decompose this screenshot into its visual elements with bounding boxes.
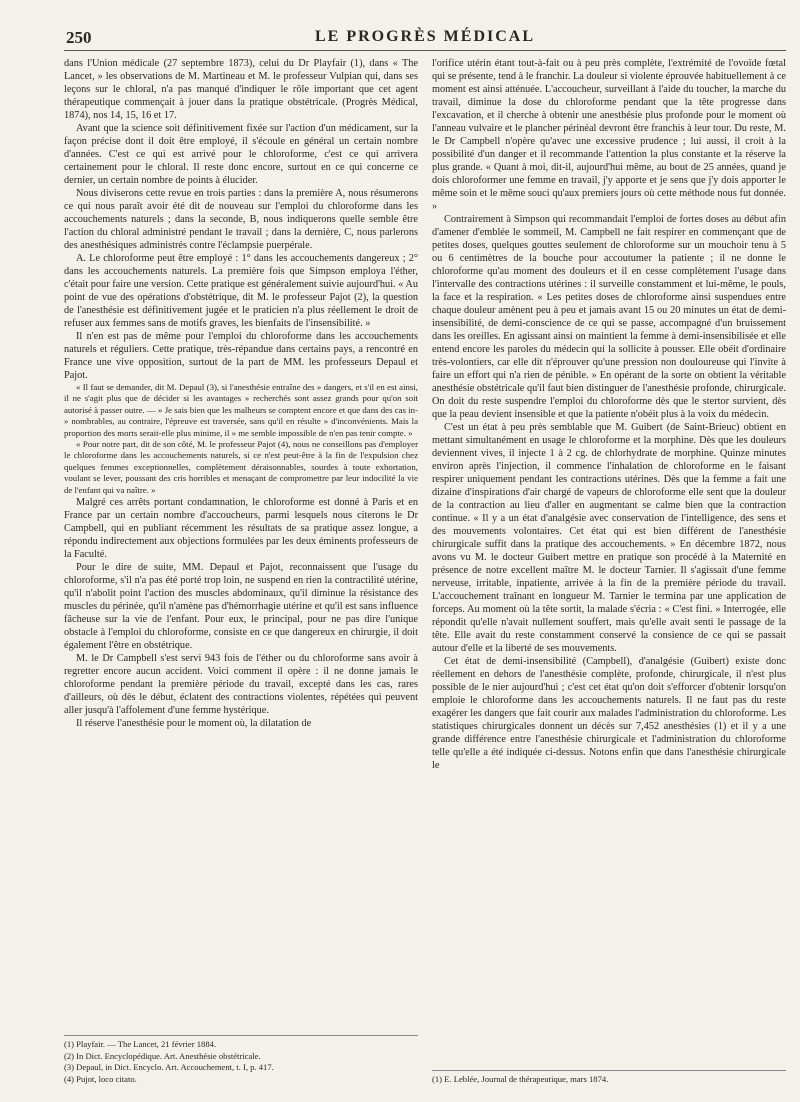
footnote: (1) E. Leblée, Journal de thérapeutique, mars 1874. (432, 1073, 609, 1084)
footnote: (4) Pujot, loco citato. (64, 1073, 137, 1084)
page-header (64, 26, 786, 51)
right-footnotes (432, 1070, 786, 1086)
left-column (64, 57, 418, 1085)
paragraph: Malgré ces arrêts portant condamnation, le chloroforme est donné à Paris et en France par un certain nombre d'accoucheurs, parmi lesquels nous citerons le Dr Campbell, qui en publiant récemment les résultats de sa pratique assez longue, a répondu indirectement aux objections formulées par les deux éminents professeurs de la Faculté. (64, 497, 418, 561)
footnote: (2) In Dict. Encyclopédique. Art. Anesthésie obstétricale. (64, 1050, 261, 1061)
text-columns (64, 57, 786, 1085)
paragraph: dans l'Union médicale (27 septembre 1873), celui du Dr Playfair (1), dans « The Lancet, » les observations de M. Martineau et M. le professeur Vulpian qui, dans ses leçons sur le chloral, n'a pas manqué d'indiquer le rôle important que cet agent thérapeutique commençait à jouer dans la pratique obstétricale. (Progrès Médical, 1874), nos 14, 15, 16 et 17. (64, 58, 418, 121)
paragraph: C'est un état à peu près semblable que M. Guibert (de Saint-Brieuc) obtient en mettant simultanément en usage le chloroforme et la morphine. Dès que les douleurs deviennent vives, il injecte 1 à 2 cg. de chlorhydrate de morphine. Quinze minutes environ après l'injection, il commence l'inhalation de chloroforme en le faisant respirer uniquement pendant les contractions utérines. Dès que la femme a fait une dizaine d'inspirations d'air chargé de vapeurs de chloroforme elle sent que la douleur de la contraction au lieu d'aller en augmentant se calme bien que la contraction continue. « Il y a un état d'analgésie avec conservation de l'intelligence, des sens et des mouvements volontaires. Cet état qui est bien différent de l'anesthésie chirurgicale suffit dans la pratique des accouchements. » En décembre 1872, nous avons vu M. le docteur Guibert mettre en pratique son procédé à la Maternité en présence de notre excellent maître M. le docteur Tarnier. Il s'agissait d'une femme nerveuse, irritable, inpatiente, arrivée à la fin de la première période du travail. L'accouchement traînant en longueur M. Tarnier le termina par une application de forceps. Au moment où la tête sortit, la malade s'écria : « C'est fini. » Interrogée, elle répondit qu'elle n'avait nullement souffert, mais qu'elle avait senti le passage de la tête. Elle avait du reste constamment conservé la consience de ce qui se passait autour d'elle et la liberté de ses mouvements. (432, 422, 786, 654)
paragraph: « Il faut se demander, dit M. Depaul (3), si l'anesthésie entraîne des » dangers, et s'il en est ainsi, il ne s'agit plus que de décider si les avantages » recherchés sont assez grands pour qu'on soit autorisé à passer outre. — » Je sais bien que les malheurs se comptent encore et que dans des cas in- » nombrables, au contraire, l'épreuve est traversée, sans qu'il en résulte » d'inconvénients. Mais la proportion des morts serait-elle plus minime, il » me semble impossible de n'en pas tenir compte. » (64, 382, 418, 438)
left-column-body (64, 57, 418, 1013)
left-footnotes (64, 1035, 418, 1085)
paragraph: « Pour notre part, dit de son côté, M. le professeur Pajot (4), nous ne conseillons pas d'employer le chloroforme dans les accouchements naturels, si ce n'est peut-être à la fin de l'expulsion chez quelques femmes exceptionnelles, complètement déraisonnables, sourdes à toute exhortation, voulant se lever, poussant des cris horribles et menaçant de compromettre par leur indocilité la vie de l'enfant qui va naître. » (64, 439, 418, 495)
page-number: 250 (66, 28, 92, 47)
paragraph: Il n'en est pas de même pour l'emploi du chloroforme dans les accouchements naturels et réguliers. Cette pratique, très-répandue dans certains pays, a rencontré en France une vive opposition, surtout de la part de MM. les professeurs Depaul et Pajot. (64, 331, 418, 381)
paragraph: l'orifice utérin étant tout-à-fait ou à peu près complète, l'extrémité de l'ovoïde fœtal qui se présente, tend à le franchir. La douleur si violente éprouvée habituellement à ce moment est ainsi atténuée. L'accoucheur, surveillant à l'aide du toucher, la marche du travail, diminue la dose du chloroforme pendant que la tête progresse dans l'excavation, et il cherche à obtenir une anesthésie plus profonde pour le moment où l'anneau vulvaire et le plancher périnéal devront être franchis à leur tour. Du reste, M. le Dr Campbell n'opère qu'avec une excessive prudence ; lui aussi, il croit à la possibilité d'un danger et il recommande l'attention la plus constante et la réserve la plus grande. « Quant à moi, dit-il, aujourd'hui même, au bout de 25 années, quand je dois chloroformer une femme en travail, j'y apporte et je sens que j'y dois apporter le même soin et le même souci qu'aux premiers jours où cette méthode nous fut donnée. » (432, 58, 786, 212)
paragraph: Il réserve l'anesthésie pour le moment où, la dilatation de (76, 718, 312, 730)
paragraph: Contrairement à Simpson qui recommandait l'emploi de fortes doses au début afin d'amener d'emblée le sommeil, M. Campbell ne fait respirer en commençant que de petites doses, quelques gouttes seulement de chloroforme sur un mouchoir tenu à 5 ou 6 centimètres de la bouche pour accoutumer la patiente ; il ne donne le chloroforme qu'au moment des douleurs et il en cesse complètement l'usage dans l'intervalle des contractions utérines : il surveille constamment et lui-même, le pouls, la face et la respiration. « Les petites doses de chloroforme ainsi suspendues entre chaque douleur amènent peu à peu et jamais avant 15 ou 20 minutes un état de demi-insensibilité, de demi-conscience de ce qui se passe, accompagné d'un bruissement dans les oreilles. En agissant ainsi on maintient la femme à demi-insensibilisée et elle entend encore les paroles du médecin qui la sollicite à pousser. Elle obéit d'ordinaire très-volontiers, car elle dit n'éprouver qu'une pression non douloureuse qui l'invite à faire un effort qui n'a rien de pénible. » En opérant de la sorte on obtient la véritable anesthésie obstétricale qu'il faut bien distinguer de l'anesthésie profonde, chirurgicale. On doit du reste suspendre l'emploi du chloroforme dès que le stertor survient, dès que la peau devient insensible et que la patiente n'obéit plus à la voix du médecin. (432, 214, 786, 420)
paragraph: Pour le dire de suite, MM. Depaul et Pajot, reconnaissent que l'usage du chloroforme, s'il n'a pas été porté trop loin, ne suspend en rien la contractilité utérine, qu'il n'abolit point l'action des muscles abdominaux, qu'il diminue la résistance des muscles du périnée, qu'il n'amène pas d'hémorrhagie utérine et qu'il est sans influence fâcheuse sur la vie de l'enfant. Pour eux, le principal, pour ne pas dire l'unique obstacle à l'emploi du chloroforme, consiste en ce que dangereux en chirurgie, il doit également l'être en obstétrique. (64, 562, 418, 652)
paragraph: Cet état de demi-insensibilité (Campbell), d'analgésie (Guibert) existe donc réellement en dehors de l'anesthésie complète, profonde, chirurgicale, il n'est plus possible de le nier aujourd'hui ; c'est cet état qu'on doit s'efforcer d'obtenir lorsqu'on emploie le chloroforme dans les accouchements naturels. Il ne faut pas du reste exagérer les dangers que fait courir aux malades l'administration du chloroforme. Les statistiques chirurgicales donnent un décès sur 7,452 anesthésies (1) et il y a une grande différence entre l'anesthésie chirurgicale et l'administration du chloroforme telle qu'elle a été indiquée ci-dessus. Notons enfin que dans l'anesthésie chirurgicale le (432, 656, 786, 771)
right-column-body (432, 57, 786, 1047)
paragraph: M. le Dr Campbell s'est servi 943 fois de l'éther ou du chloroforme sans avoir à regretter encore aucun accident. Voici comment il opère : il ne donne jamais le chloroforme pendant la première période du travail, excepté dans les cas, rares d'ailleurs, où dès le début, éclatent des contractions violentes, répétées qui peuvent aller jusqu'à l'affolement d'une femme hystérique. (64, 653, 418, 717)
right-column (432, 57, 786, 1085)
paragraph: Avant que la science soit définitivement fixée sur l'action d'un médicament, sur la façon précise dont il doit être employé, il s'écoule en général un certain nombre d'années. C'est ce qui est arrivé pour le chloroforme, c'est ce qui arrivera certainement pour le chloral. Il reste donc encore, surtout en ce qui concerne ce dernier, un certain nombre de points à élucider. (64, 123, 418, 186)
paragraph: A. Le chloroforme peut être employé : 1° dans les accouchements dangereux ; 2° dans les accouchements naturels. La première fois que Simpson employa l'éther, c'était pour faire une version. Cette pratique est généralement suivie aujourd'hui. « Au point de vue des opérations d'obstétrique, dit M. le professeur Pajot (2), la question de l'anesthésie est définitivement jugée et le praticien n'a plus réellement le droit de refuser aux femmes sans de motifs graves, les bienfaits de l'insensibilité. » (64, 253, 418, 329)
journal-title: LE PROGRÈS MÉDICAL (314, 28, 536, 45)
paragraph: Nous diviserons cette revue en trois parties : dans la première A, nous résumerons ce qui nous paraît avoir été dit de nouveau sur l'emploi du chloroforme dans les accouchements naturels ; dans la seconde, B, nous indiquerons quelle semble être l'action du chloral administré pendant le travail ; dans la dernière, C, nous parlerons des anesthésiques administrés contre l'éclampsie puerpérale. (64, 188, 418, 251)
footnote: (1) Playfair. — The Lancet, 21 février 1884. (64, 1039, 217, 1049)
footnote: (3) Depaul, in Dict. Encyclo. Art. Accouchement, t. I, p. 417. (64, 1062, 274, 1072)
